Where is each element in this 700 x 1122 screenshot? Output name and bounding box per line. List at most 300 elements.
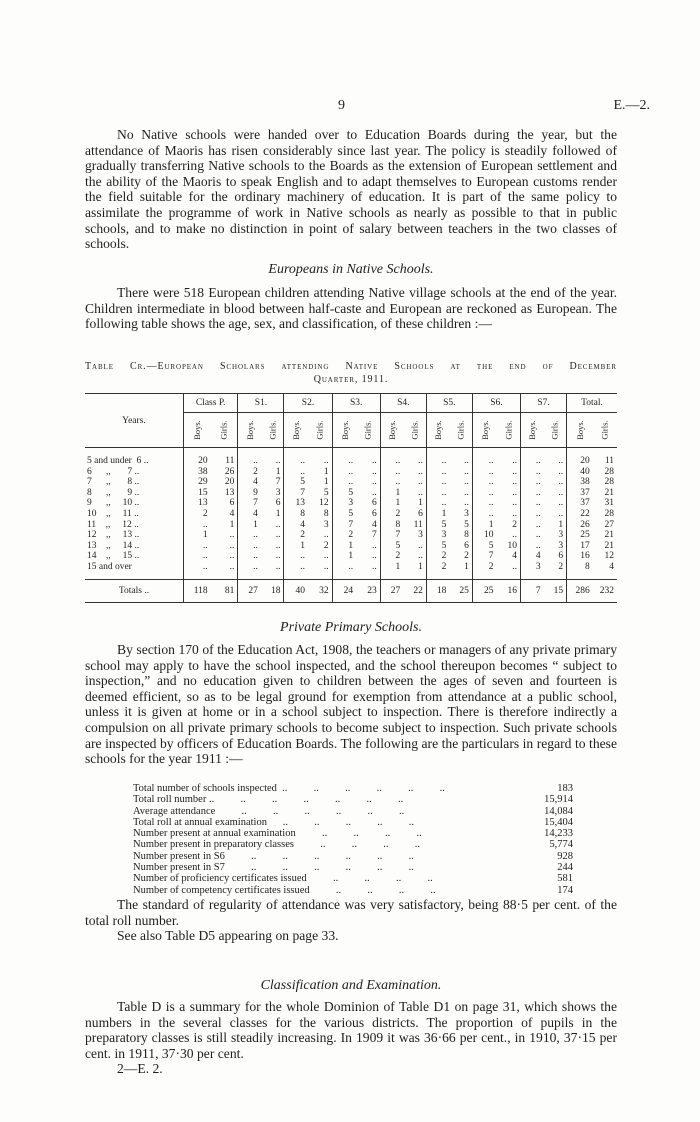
table-cell: 4 [593,562,617,579]
subheader-label: Boys. [339,419,350,440]
stat-label: Total roll at annual examination .. .. .. .. .. [133,816,414,828]
table-cell: .. [521,467,544,478]
table-cell: .. [512,530,518,541]
subheader-label: Boys. [244,419,255,440]
boys-subheader [332,413,356,448]
table-cell: 21 [604,540,614,551]
table-cell: 1 [380,498,403,509]
table-cell: 1 [418,498,423,509]
table-cell: .. [426,477,449,488]
stat-label: Average attendance .. .. .. .. .. .. [133,805,405,817]
class-header: S7. [521,394,567,413]
table-row [85,488,617,499]
boys-subheader [426,413,449,448]
table-cell: 3 [521,562,544,579]
table-cell: 37 [567,488,593,499]
age-label: 5 and under 6 .. [87,456,149,466]
table-cell: 40 [567,467,593,478]
table-row [85,467,617,478]
table-cell: .. [323,530,329,541]
age-label: 8 ,, 9 .. [87,487,140,498]
private-paragraph: By section 170 of the Education Act, 1908, the teachers or managers of any private primary school may apply to have the school inspected, and the school thereupon becomes “ subject to inspection,” and no education given to children between the ages of seven and fourteen is deemed efficient, so as to be legal ground for exemption from attendance at a public school, unless it is given at home or in a school subject to inspection. There is therefore indirectly a compulsion on all private primary schools to become subject to inspection. Such private schools are inspected by officers of Education Boards. The following are the particulars in regard to these schools for the year 1911 :— [85,642,617,767]
table-cell: 1 [449,562,472,579]
total-cell: 40 [284,579,308,602]
age-label: 12 ,, 13 .. [87,530,140,541]
table-cell: 27 [604,519,614,530]
table-cell: 10 [472,530,496,541]
table-cell: .. [464,487,469,498]
class-header: S6. [472,394,520,413]
table-cell: 3 [558,530,564,541]
total-cell: 286 [567,579,593,602]
girls-subheader [211,413,238,448]
subheader-label: Girls. [409,419,420,440]
stat-value: 928 [557,850,573,862]
table-cell: .. [472,467,496,478]
table-cell: .. [521,477,544,488]
table-cell: 1 [332,551,356,562]
stat-value: 5,774 [549,839,573,851]
total-cell: 25 [472,579,496,602]
table-cell: 25 [567,530,593,541]
table-cell: .. [472,448,496,467]
table-cell: 20 [183,448,210,467]
classification-paragraph: Table D is a summary for the whole Dominion of Table D1 on page 31, which shows the numbers in the several classes for the various districts. The proportion of pupils in the preparatory classes is still steadily increasing. In 1909 it was 36·66 per cent., in 1910, 37·15 per cent. in 1911, 37·30 per cent. [85,999,617,1061]
class-header: S3. [332,394,380,413]
stat-row [133,862,573,873]
table-cell: 6 [558,551,564,562]
table-cell: .. [332,562,356,579]
subheader-label: Girls. [314,419,325,440]
total-cell: 25 [449,579,472,602]
table-cell: 5 [464,519,469,530]
table-cell: 29 [183,477,210,488]
table-cell: 1 [275,466,281,477]
table-cell: 7 [275,477,281,488]
table-cell: .. [418,487,423,498]
table-cell: 7 [472,551,496,562]
table-cell: 13 [224,487,235,498]
table-cell: 1 [238,520,261,531]
table-cell: 11 [413,519,423,530]
table-cell: .. [275,540,281,551]
table-cell: .. [418,540,423,551]
table-cell: 10 [507,540,518,551]
class-header: S1. [238,394,284,413]
table-cell: .. [229,540,235,551]
table-row [85,541,617,552]
attendance-sentence: The standard of regularity of attendance was very satisfactory, being 88·5 per cent. of the total roll number. [85,897,617,928]
girls-subheader [308,413,332,448]
girls-subheader [544,413,567,448]
boys-subheader [472,413,496,448]
table-cell: 2 [183,509,210,520]
table-cell: 6 [229,498,235,509]
table-cell: 2 [464,551,469,562]
table-cell: .. [229,530,235,541]
stat-value: 183 [557,783,573,794]
table-caption-year: Quarter, 1911. [313,374,389,385]
table-cell: 28 [604,477,614,488]
table-cell: .. [372,477,377,488]
subheader-label: Girls. [549,419,560,440]
heading-classification: Classification and Examination. [260,978,442,993]
table-cell: 22 [567,509,593,520]
table-row [85,448,617,467]
table-cell: 26 [224,466,235,477]
subheader-label: Girls. [599,419,610,440]
table-cell: 4 [512,551,518,562]
table-cell: .. [512,477,518,488]
boys-subheader [567,413,593,448]
table-row [85,520,617,531]
table-cell: 8 [464,530,469,541]
total-cell: 27 [380,579,403,602]
private-schools-stats [133,783,573,896]
table-cell: 2 [332,530,356,541]
stat-row [133,794,573,805]
table-cell: 2 [472,562,496,579]
table-cell: .. [558,498,564,509]
subheader-label: Boys. [192,419,203,440]
intro-paragraph: No Native schools were handed over to Education Boards during the year, but the attendance of Maoris has risen considerably since last year. The policy is steadily followed of gradually transferring Native schools to the Boards as the extension of European settlement and the ability of the Maoris to speak English and to adapt themselves to European customs render the field suitable for the ordinary machinery of education. It is part of the same policy to assimilate the programme of work in Native schools as nearly as possible to that in public schools, and to make no distinction in point of salary between teachers in the two classes of schools. [85,127,617,252]
total-cell: 16 [496,579,520,602]
boys-subheader [238,413,261,448]
boys-subheader [521,413,544,448]
see-also-note: See also Table D5 appearing on page 33. [117,928,339,944]
table-cell: 3 [418,530,423,541]
table-cell: 4 [238,477,261,488]
table-cell: 28 [604,508,614,519]
table-cell: 2 [426,551,449,562]
table-cell: 2 [512,519,518,530]
stat-label: Number present at annual examination .. .. .. .. [133,828,422,840]
subheader-label: Girls. [219,419,230,440]
table-cell: .. [183,541,210,552]
stat-label: Number of proficiency certificates issued .. .. .. .. [133,873,433,885]
table-cell: .. [418,477,423,488]
table-cell: .. [380,448,403,467]
table-cell: 2 [323,540,329,551]
table-cell: 6 [464,540,469,551]
table-cell: 5 [472,541,496,552]
europeans-paragraph: There were 518 European children attending Native village schools at the end of the year. Children intermediate in blood between half-caste and European are reckoned as European. The following table shows the age, sex, and classification, of these children :— [85,285,617,332]
table-cell: .. [512,498,518,509]
table-cell: 9 [238,488,261,499]
footer-signature-block [85,1061,617,1077]
table-cell: .. [238,562,261,579]
table-cell: 8 [380,520,403,531]
table-cell: 8 [567,562,593,579]
table-cell: .. [558,477,564,488]
table-cell: .. [472,509,496,520]
boys-subheader [284,413,308,448]
table-cell: 1 [426,509,449,520]
classification-paragraph-block [85,999,617,1061]
table-cell: 26 [567,520,593,531]
table-cell: 8 [284,509,308,520]
table-cell: 6 [372,508,377,519]
boys-subheader [183,413,210,448]
totals-label: Totals .. [85,579,183,602]
table-cell: 8 [323,508,329,519]
stat-value: 14,084 [544,805,573,817]
table-cell: 31 [604,498,614,509]
table-cell: .. [380,467,403,478]
table-cell: .. [284,467,308,478]
table-cell: .. [426,467,449,478]
age-label: 15 and over [85,562,183,579]
table-cell: .. [472,477,496,488]
subheader-label: Boys. [527,419,538,440]
girls-subheader [403,413,426,448]
table-cell: .. [418,456,423,466]
total-cell: 32 [308,579,332,602]
table-cell: 5 [380,541,403,552]
table-cell: .. [275,530,281,541]
page-reference: E.—2. [613,98,650,113]
table-caption: Table Cr.—European Scholars attending Native Schools at the end of December [85,361,617,372]
table-cell: .. [229,551,235,562]
table-cell: .. [238,551,261,562]
table-cell: .. [472,488,496,499]
table-row [85,477,617,488]
table-cell: .. [183,562,210,579]
subheader-label: Boys. [433,419,444,440]
table-cell: .. [418,466,423,477]
table-cell: .. [472,498,496,509]
stat-label: Number present in preparatory classes .. .. .. .. [133,839,420,851]
total-cell: 7 [521,579,544,602]
age-label: 7 ,, 8 .. [87,477,140,488]
europeans-paragraph-block [85,285,617,332]
total-cell: 24 [332,579,356,602]
stat-value: 244 [557,862,573,874]
stat-value: 15,914 [544,794,573,806]
table-cell: 20 [567,448,593,467]
table-cell: .. [512,487,518,498]
table-row [85,551,617,562]
table-cell: 2 [380,509,403,520]
table-row [85,530,617,541]
table-cell: .. [183,551,210,562]
table-cell: .. [308,562,332,579]
table-cell: .. [512,508,518,519]
total-cell: 18 [261,579,284,602]
total-cell: 18 [426,579,449,602]
table-cell: .. [521,498,544,509]
table-row [85,498,617,509]
table-cell: 6 [372,498,377,509]
girls-subheader [261,413,284,448]
stat-value: 581 [557,873,573,885]
table-cell: 21 [604,487,614,498]
table-cell: .. [558,487,564,498]
table-cell: .. [521,509,544,520]
table-cell: 1 [275,508,281,519]
table-cell: 1 [323,477,329,488]
table-cell: 2 [284,530,308,541]
table-cell: 1 [332,541,356,552]
stat-value: 174 [557,884,573,896]
subheader-label: Boys. [574,419,585,440]
table-cell: .. [372,551,377,562]
table-cell: .. [496,562,520,579]
table-cell: .. [464,477,469,488]
stat-row [133,806,573,817]
table-cell: 1 [284,541,308,552]
table-cell: 3 [558,540,564,551]
table-cell: 2 [426,562,449,579]
table-cell: .. [558,508,564,519]
page-number: 9 [338,98,345,113]
table-cell: .. [332,477,356,488]
years-header: Years. [85,394,183,448]
table-cell: 5 [284,477,308,488]
total-cell: 15 [544,579,567,602]
table-cell: 1 [558,519,564,530]
class-header: S4. [380,394,426,413]
table-cell: 7 [372,530,377,541]
table-cell: 3 [464,508,469,519]
table-cell: 12 [604,551,614,562]
table-cell: 12 [319,498,329,509]
table-cell: 2 [238,467,261,478]
table-cell: 3 [332,498,356,509]
table-cell: .. [261,562,284,579]
total-cell: 23 [356,579,380,602]
table-cell: 1 [403,562,426,579]
table-cell: .. [372,456,377,466]
table-cell: 5 [323,487,329,498]
table-cell: 6 [275,498,281,509]
table-cell: 11 [225,456,235,466]
stat-row [133,873,573,884]
table-cell: .. [418,551,423,562]
subheader-label: Girls. [455,419,466,440]
total-cell: 232 [593,579,617,602]
stat-row [133,817,573,828]
stat-row [133,828,573,839]
intro-paragraph-block [85,127,617,252]
stat-row [133,885,573,896]
table-cell: .. [426,498,449,509]
table-cell: 17 [567,541,593,552]
table-cell: .. [323,551,329,562]
table-cell: .. [372,540,377,551]
age-label: 13 ,, 14 .. [87,540,140,551]
stat-label: Number present in S7 .. .. .. .. .. .. [133,862,414,874]
table-cell: 5 [332,509,356,520]
table-cell: 38 [183,467,210,478]
total-cell: 22 [403,579,426,602]
table-cell: .. [512,466,518,477]
subheader-label: Girls. [267,419,278,440]
table-cell: .. [521,448,544,467]
table-cell: 13 [284,498,308,509]
subheader-label: Boys. [479,419,490,440]
table-cell: .. [238,541,261,552]
class-header: Total. [567,394,617,413]
private-paragraph-block [85,642,617,767]
table-cell: .. [521,541,544,552]
age-label: 6 ,, 7 .. [87,466,140,477]
table-cell: 1 [380,488,403,499]
table-cell: .. [332,448,356,467]
table-cell: .. [284,562,308,579]
table-cell: 3 [275,487,281,498]
table-row [85,562,617,579]
table-cell: 1 [229,519,235,530]
table-cell: .. [521,520,544,531]
boys-subheader [380,413,403,448]
table-cell: .. [323,456,329,466]
heading-private-schools: Private Primary Schools. [280,620,422,635]
table-cell: .. [521,488,544,499]
table-cell: 2 [544,562,567,579]
stat-label: Total number of schools inspected .. .. .. .. .. .. [133,783,445,794]
age-label: 14 ,, 15 .. [87,551,140,562]
table-cell: .. [380,477,403,488]
table-cell: 4 [229,508,235,519]
table-cell: 4 [238,509,261,520]
table-cell: 28 [604,466,614,477]
table-cell: .. [426,488,449,499]
table-cell: .. [426,448,449,467]
table-cell: 7 [380,530,403,541]
after-stats-block [85,897,617,944]
table-cell: 7 [284,488,308,499]
table-cell: 21 [604,530,614,541]
age-label: 10 ,, 11 .. [87,508,139,519]
table-cell: 20 [224,477,235,488]
subheader-label: Boys. [387,419,398,440]
table-cell: 7 [238,498,261,509]
stat-value: 14,233 [544,828,573,840]
table-cell: 1 [183,530,210,541]
girls-subheader [449,413,472,448]
girls-subheader [496,413,520,448]
totals-row [85,579,617,602]
table-cell: 1 [380,562,403,579]
subheader-label: Boys. [291,419,302,440]
table-cell: .. [356,562,380,579]
table-cell: 5 [426,520,449,531]
table-cell: .. [238,530,261,541]
total-cell: 81 [211,579,238,602]
table-cell: 11 [604,456,614,466]
table-cell: .. [372,487,377,498]
table-cell: 13 [183,498,210,509]
table-cell: 5 [332,488,356,499]
table-cell: 4 [372,519,377,530]
table-cell: 1 [323,466,329,477]
girls-subheader [356,413,380,448]
table-cell: .. [332,467,356,478]
footer-signature: 2—E. 2. [117,1061,163,1076]
table-cell: .. [211,562,238,579]
table-cell: .. [464,498,469,509]
table-cell: .. [464,456,469,466]
total-cell: 118 [183,579,210,602]
table-cell: .. [512,456,518,466]
stat-label: Number present in S6 .. .. .. .. .. .. [133,850,414,862]
table-cell: 3 [323,519,329,530]
stat-row [133,783,573,794]
table-cell: 1 [472,520,496,531]
table-cell: .. [275,551,281,562]
table-cell: 5 [426,541,449,552]
